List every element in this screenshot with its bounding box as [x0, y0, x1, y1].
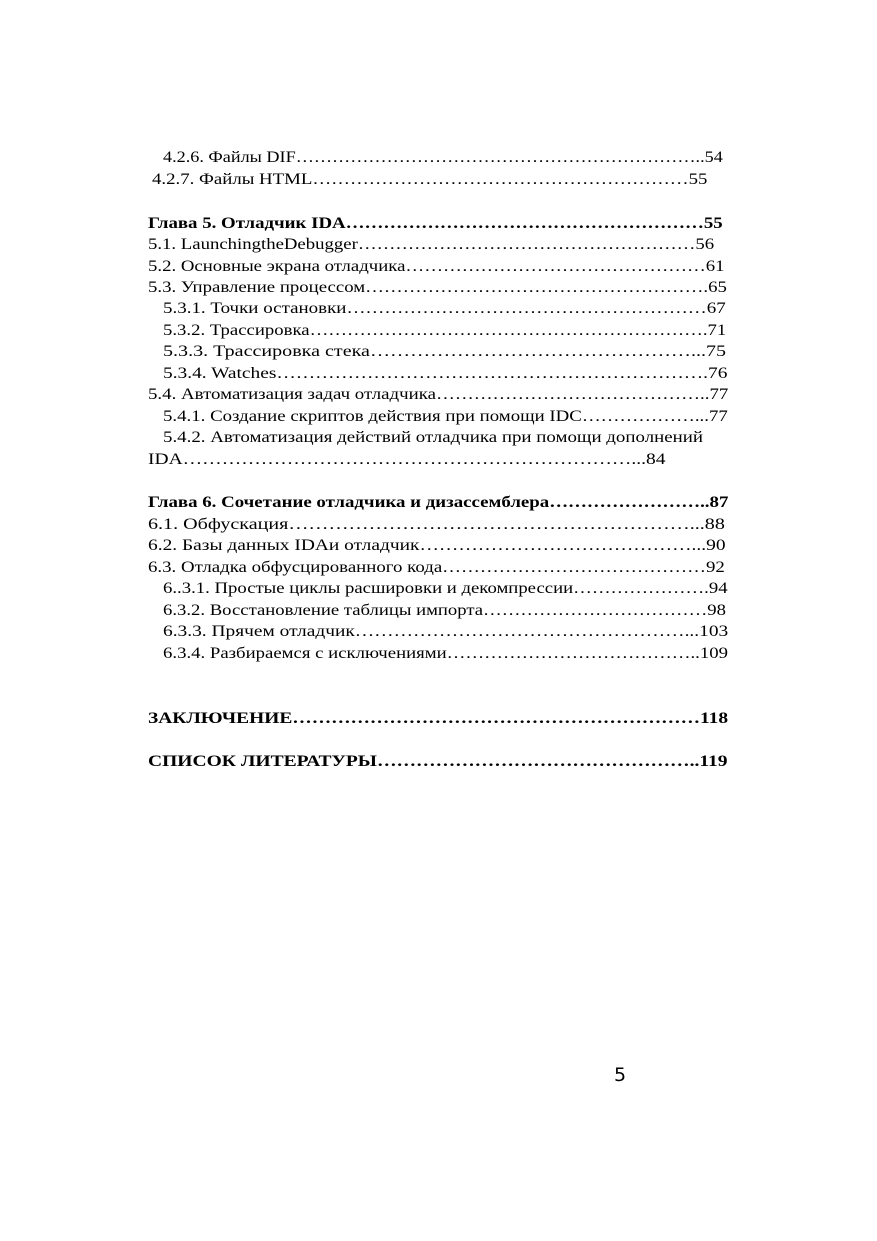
toc-entry-6-3: 6.3. Отладка обфусцированного кода……………………………………92	[148, 559, 725, 576]
toc-entry-5-4: 5.4. Автоматизация задач отладчика……………………………………..77	[148, 386, 729, 403]
toc-entry-6-3-2: 6.3.2. Восстановление таблицы импорта………………………………98	[163, 602, 726, 619]
toc-entry-6-3-1: 6..3.1. Простые циклы расшировки и декомпрессии………………….94	[163, 580, 728, 597]
toc-entry-5-3-3: 5.3.3. Трассировка стека…………………………………………...75	[163, 343, 727, 360]
toc-entry-6-3-4: 6.3.4. Разбираемся с исключениями…………………………………..109	[163, 645, 728, 662]
toc-references: СПИСОК ЛИТЕРАТУРЫ…………………………………………..119	[148, 753, 728, 770]
toc-entry-5-1: 5.1. LaunchingtheDebugger………………………………………………56	[148, 236, 715, 253]
toc-entry-4-2-7: 4.2.7. Файлы HTML……………………………………………………55	[152, 171, 708, 188]
page-number: 5	[614, 1064, 627, 1086]
toc-entry-5-3-1: 5.3.1. Точки остановки…………………………………………………67	[163, 300, 726, 317]
toc-entry-6-1: 6.1. Обфускация……………………………………………………...88	[148, 516, 725, 533]
toc-entry-5-3-4: 5.3.4. Watches………………………………………………………….76	[163, 365, 728, 382]
toc-chapter-6: Глава 6. Сочетание отладчика и дизассемблера……………………..87	[148, 494, 729, 511]
toc-entry-5-3: 5.3. Управление процессом……………………………………………….65	[148, 279, 727, 296]
toc-entry-4-2-6: 4.2.6. Файлы DIF…………………………………………………………..54	[163, 149, 723, 166]
toc-entry-5-4-2: 5.4.2. Автоматизация действий отладчика при помощи дополнений	[163, 429, 703, 446]
toc-chapter-5: Глава 5. Отладчик IDA…………………………………………………55	[148, 215, 723, 232]
toc-entry-5-4-2-cont: IDA……………………………………………………………...84	[148, 451, 666, 468]
toc-entry-6-2: 6.2. Базы данных IDAи отладчик……………………………………...90	[148, 537, 726, 554]
toc-conclusion: ЗАКЛЮЧЕНИЕ………………………………………………………118	[148, 710, 729, 727]
toc-entry-6-3-3: 6.3.3. Прячем отладчик……………………………………………...103	[163, 623, 729, 640]
toc-entry-5-2: 5.2. Основные экрана отладчика…………………………………………61	[148, 258, 725, 275]
toc-entry-5-3-2: 5.3.2. Трассировка……………………………………………………….71	[163, 322, 727, 339]
toc-entry-5-4-1: 5.4.1. Создание скриптов действия при помощи IDC………………...77	[163, 408, 728, 425]
